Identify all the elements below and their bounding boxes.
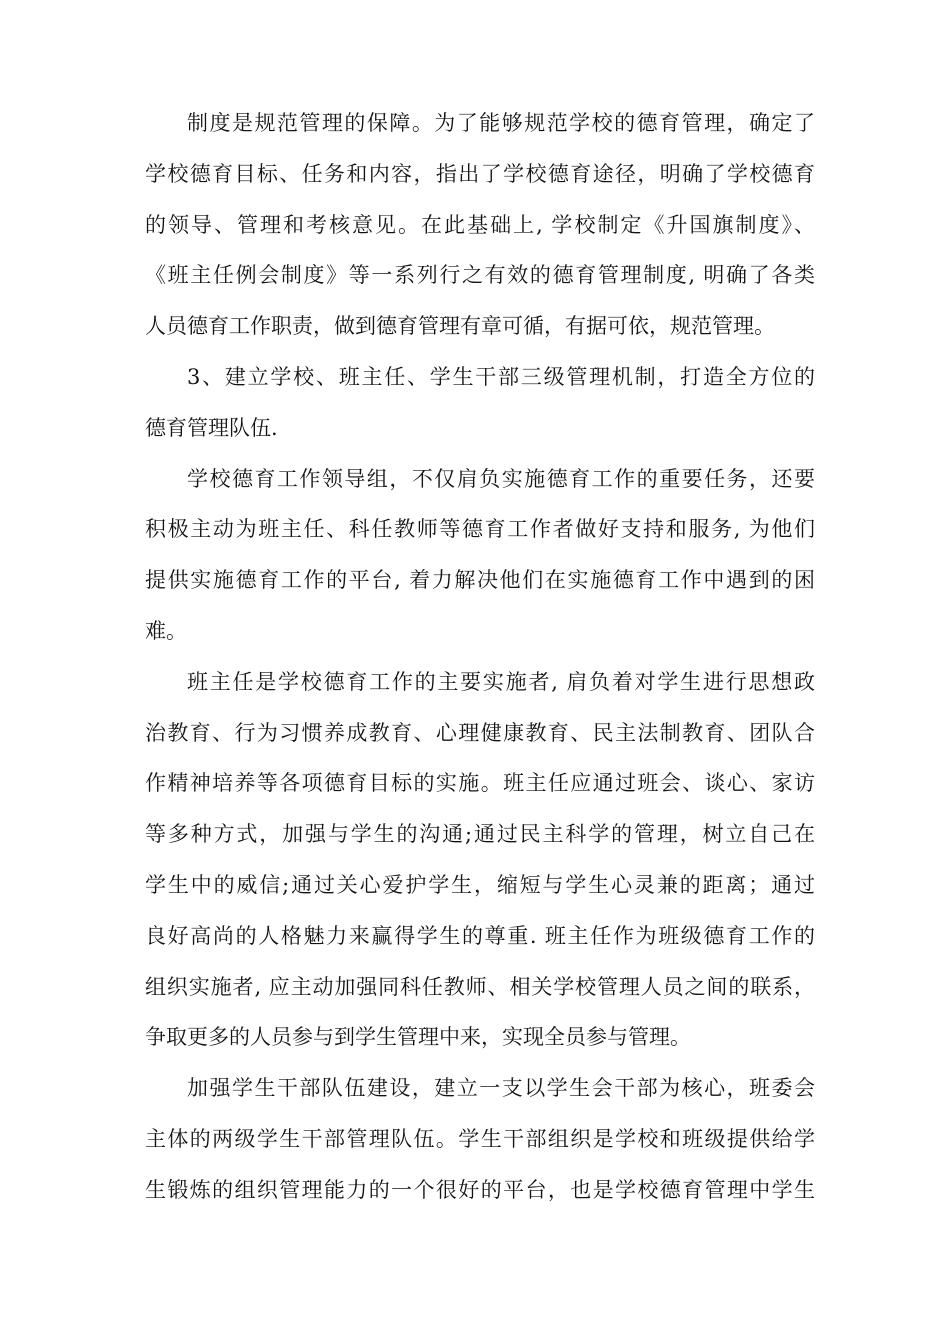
text-line: 治教育、行为习惯养成教育、心理健康教育、民主法制教育、团队合 [145, 720, 815, 745]
text-line: 积极主动为班主任、科任教师等德育工作者做好支持和服务, 为他们 [145, 517, 815, 542]
paragraph-class-teacher [145, 657, 815, 1063]
text-line: 学校德育工作领导组，不仅肩负实施德育工作的重要任务，还要 [187, 466, 815, 491]
text-line: 德育管理队伍. [145, 415, 278, 440]
text-line: 学生中的威信;通过关心爱护学生，缩短与学生心灵兼的距离；通过 [145, 872, 815, 897]
text-line: 作精神培养等各项德育目标的实施。班主任应通过班会、谈心、家访 [145, 771, 815, 796]
text-line: 学校德育目标、任务和内容，指出了学校德育途径，明确了学校德育 [145, 161, 815, 186]
text-line: 3、建立学校、班主任、学生干部三级管理机制，打造全方位的 [187, 364, 815, 389]
paragraph-regulations [145, 98, 815, 352]
text-line: 的领导、管理和考核意见。在此基础上, 学校制定《升国旗制度》、 [145, 212, 815, 237]
text-line: 组织实施者, 应主动加强同科任教师、相关学校管理人员之间的联系， [145, 974, 815, 999]
text-line: 班主任是学校德育工作的主要实施者, 肩负着对学生进行思想政 [187, 669, 815, 694]
text-line: 提供实施德育工作的平台, 着力解决他们在实施德育工作中遇到的困 [145, 568, 815, 593]
paragraph-leadership-group [145, 454, 815, 657]
text-line: 主体的两级学生干部管理队伍。学生干部组织是学校和班级提供给学 [145, 1126, 815, 1151]
text-line: 《班主任例会制度》等一系列行之有效的德育管理制度, 明确了各类 [145, 263, 815, 288]
text-line: 等多种方式，加强与学生的沟通;通过民主科学的管理，树立自己在 [145, 822, 815, 847]
text-line: 争取更多的人员参与到学生管理中来，实现全员参与管理。 [145, 1025, 691, 1050]
text-line: 制度是规范管理的保障。为了能够规范学校的德育管理，确定了 [187, 111, 815, 135]
text-line: 生锻炼的组织管理能力的一个很好的平台，也是学校德育管理中学生 [145, 1177, 815, 1202]
document-body [145, 98, 815, 1216]
paragraph-section-heading [145, 352, 815, 454]
text-line: 加强学生干部队伍建设，建立一支以学生会干部为核心，班委会 [187, 1076, 815, 1101]
text-line: 良好高尚的人格魅力来赢得学生的尊重. 班主任作为班级德育工作的 [145, 923, 815, 948]
text-line: 难。 [145, 618, 187, 643]
paragraph-student-cadres [145, 1063, 815, 1215]
text-line: 人员德育工作职责，做到德育管理有章可循，有据可依，规范管理。 [145, 314, 775, 339]
